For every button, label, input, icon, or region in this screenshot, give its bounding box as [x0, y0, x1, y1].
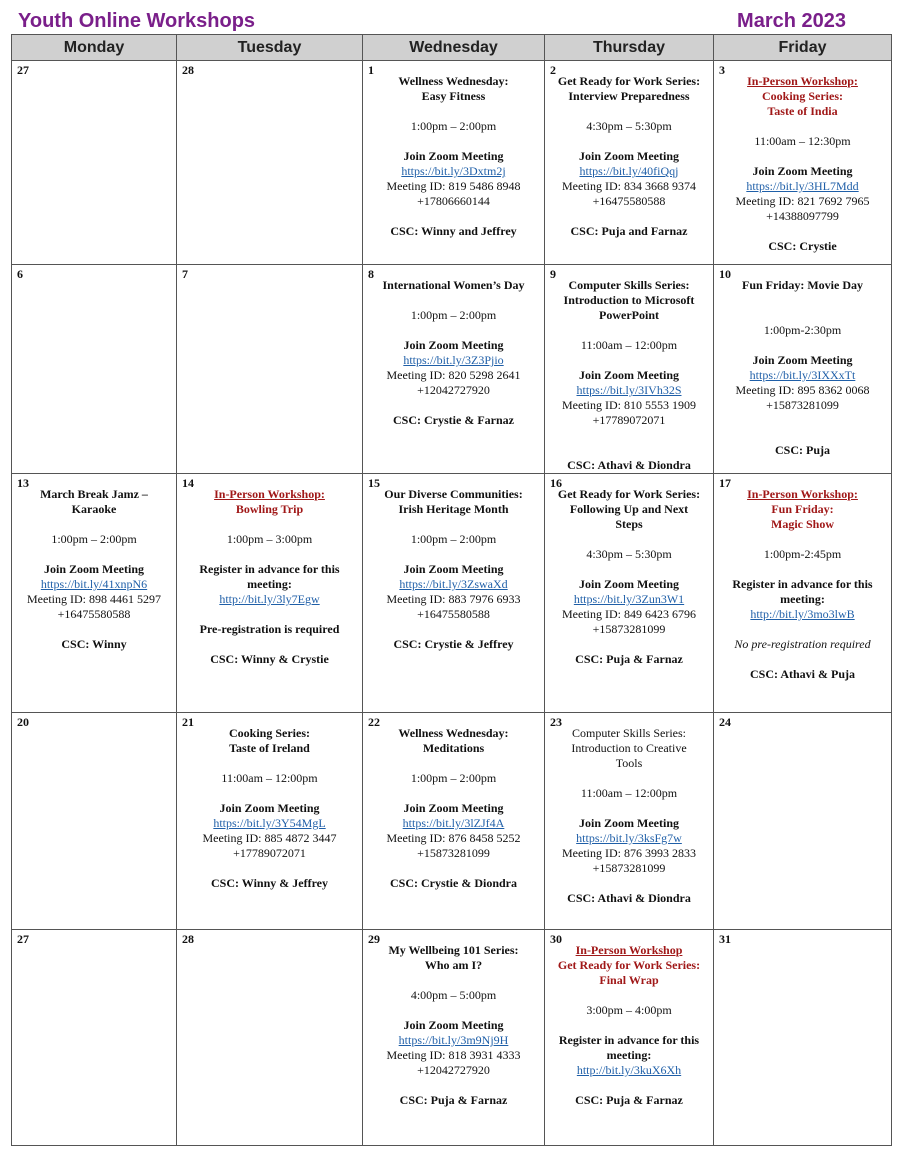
event-details — [363, 474, 544, 652]
day-number: 14 — [182, 476, 194, 490]
event-line: Interview Preparedness — [568, 89, 690, 103]
event-line: Meeting ID: 876 8458 5252 — [386, 831, 521, 845]
spacer — [366, 786, 541, 801]
event-line: 11:00am – 12:00pm — [580, 786, 678, 800]
day-number: 3 — [719, 63, 725, 77]
spacer — [717, 652, 888, 667]
event-line: 1:00pm – 2:00pm — [51, 532, 137, 546]
spacer — [180, 786, 359, 801]
event-line: Following Up and Next — [569, 502, 689, 516]
event-line: meeting: — [780, 592, 825, 606]
event-line: +14388097799 — [766, 209, 839, 223]
spacer — [15, 517, 173, 532]
day-cell — [363, 265, 545, 474]
event-line: Magic Show — [771, 517, 834, 531]
spacer — [717, 224, 888, 239]
event-details — [714, 265, 891, 458]
spacer — [366, 398, 541, 413]
spacer — [366, 861, 541, 876]
spacer — [366, 973, 541, 988]
zoom-link[interactable]: https://bit.ly/3ZswaXd — [399, 577, 508, 591]
event-line: Meeting ID: 895 8362 0068 — [735, 383, 870, 397]
zoom-link[interactable]: https://bit.ly/3IVh32S — [576, 383, 682, 397]
day-number: 27 — [17, 932, 29, 946]
day-number: 27 — [17, 63, 29, 77]
event-line: 1:00pm-2:30pm — [763, 323, 842, 337]
event-details — [363, 61, 544, 239]
event-line: Fun Friday: — [771, 502, 834, 516]
day-cell — [12, 61, 177, 265]
zoom-link[interactable]: http://bit.ly/3ly7Egw — [219, 592, 320, 606]
day-cell — [12, 474, 177, 713]
event-line: Wellness Wednesday: — [398, 74, 509, 88]
zoom-link[interactable]: http://bit.ly/3kuX6Xh — [576, 1063, 682, 1077]
day-number: 6 — [17, 267, 23, 281]
event-line: Join Zoom Meeting — [44, 562, 144, 576]
event-line: Register in advance for this — [558, 1033, 700, 1047]
day-number: 23 — [550, 715, 562, 729]
event-line: Meeting ID: 883 7976 6933 — [386, 592, 521, 606]
event-details — [714, 61, 891, 254]
day-number: 2 — [550, 63, 556, 77]
event-details — [363, 930, 544, 1108]
spacer — [366, 547, 541, 562]
event-line: PowerPoint — [599, 308, 659, 322]
event-line: CSC: Winny & Crystie — [210, 652, 329, 666]
event-details — [545, 474, 713, 667]
day-cell — [12, 930, 177, 1146]
spacer — [366, 756, 541, 771]
event-line: Computer Skills Series: — [568, 278, 690, 292]
zoom-link[interactable]: https://bit.ly/3Y54MgL — [213, 816, 326, 830]
day-number: 15 — [368, 476, 380, 490]
event-line: Fun Friday: Movie Day — [742, 278, 863, 292]
spacer — [717, 413, 888, 428]
spacer — [548, 988, 710, 1003]
month-title: March 2023 — [737, 10, 846, 32]
event-line: In-Person Workshop — [575, 943, 683, 957]
event-line: 1:00pm – 2:00pm — [410, 119, 497, 133]
day-number: 17 — [719, 476, 731, 490]
day-cell — [545, 713, 714, 930]
event-line: Join Zoom Meeting — [403, 562, 504, 576]
event-line: In-Person Workshop: — [747, 487, 858, 501]
day-cell — [363, 61, 545, 265]
event-line: Join Zoom Meeting — [579, 816, 679, 830]
event-line: Tools — [615, 756, 643, 770]
page-header — [12, 8, 890, 36]
event-line: 11:00am – 12:00pm — [580, 338, 678, 352]
event-line: International Women’s Day — [382, 278, 525, 292]
spacer — [15, 547, 173, 562]
event-line: In-Person Workshop: — [747, 74, 858, 88]
event-line: Join Zoom Meeting — [752, 164, 853, 178]
event-line: meeting: — [247, 577, 292, 591]
day-number: 28 — [182, 63, 194, 77]
event-line: +16475580588 — [57, 607, 131, 621]
event-line: 11:00am – 12:30pm — [754, 134, 851, 148]
spacer — [180, 756, 359, 771]
event-line: Steps — [615, 517, 643, 531]
day-number: 10 — [719, 267, 731, 281]
zoom-link[interactable]: https://bit.ly/3Dxtm2j — [401, 164, 506, 178]
spacer — [366, 1078, 541, 1093]
spacer — [548, 209, 710, 224]
event-line: +15873281099 — [417, 846, 490, 860]
event-line: Meeting ID: 885 4872 3447 — [202, 831, 337, 845]
event-line: +17806660144 — [417, 194, 490, 208]
spacer — [717, 428, 888, 443]
zoom-link[interactable]: https://bit.ly/3IXXxTt — [749, 368, 856, 382]
zoom-link[interactable]: https://bit.ly/3Z3Pjio — [403, 353, 504, 367]
zoom-link[interactable]: https://bit.ly/3Zun3W1 — [573, 592, 685, 606]
event-line: CSC: Puja & Farnaz — [575, 652, 683, 666]
event-line: CSC: Crystie & Jeffrey — [393, 637, 514, 651]
week-row — [12, 930, 892, 1146]
event-line: Easy Fitness — [421, 89, 486, 103]
event-line: +16475580588 — [417, 607, 490, 621]
day-number: 20 — [17, 715, 29, 729]
day-cell — [177, 930, 363, 1146]
event-details — [545, 930, 713, 1108]
event-details — [545, 265, 713, 473]
spacer — [548, 353, 710, 368]
event-line: CSC: Winny & Jeffrey — [211, 876, 328, 890]
event-details — [545, 713, 713, 906]
spacer — [717, 308, 888, 323]
day-cell — [714, 713, 892, 930]
event-line: Meeting ID: 810 5553 1909 — [562, 398, 696, 412]
zoom-link[interactable]: https://bit.ly/3lZJf4A — [402, 816, 505, 830]
spacer — [366, 1003, 541, 1018]
spacer — [548, 771, 710, 786]
day-number: 8 — [368, 267, 374, 281]
day-cell — [12, 713, 177, 930]
event-line: In-Person Workshop: — [214, 487, 325, 501]
spacer — [366, 622, 541, 637]
event-line: CSC: Crystie & Diondra — [390, 876, 517, 890]
weekday-header: Monday — [12, 35, 177, 61]
spacer — [366, 104, 541, 119]
spacer — [548, 562, 710, 577]
zoom-link[interactable]: https://bit.ly/40fiQqj — [579, 164, 679, 178]
event-line: 4:30pm – 5:30pm — [586, 119, 672, 133]
day-number: 7 — [182, 267, 188, 281]
day-cell — [363, 930, 545, 1146]
event-line: CSC: Athavi & Puja — [749, 667, 855, 681]
event-line: Meditations — [422, 741, 485, 755]
day-cell — [177, 61, 363, 265]
spacer — [366, 517, 541, 532]
event-line: Taste of Ireland — [229, 741, 310, 755]
event-line: +12042727920 — [417, 383, 490, 397]
spacer — [717, 338, 888, 353]
day-cell — [714, 474, 892, 713]
event-line: 1:00pm-2:45pm — [763, 547, 842, 561]
spacer — [15, 622, 173, 637]
spacer — [548, 443, 710, 458]
day-cell — [12, 265, 177, 474]
day-cell — [545, 474, 714, 713]
event-line: Join Zoom Meeting — [579, 368, 679, 382]
event-details — [177, 474, 362, 667]
day-cell — [177, 474, 363, 713]
event-line: Introduction to Microsoft — [563, 293, 695, 307]
day-number: 30 — [550, 932, 562, 946]
event-line: Bowling Trip — [235, 502, 304, 516]
event-line: Register in advance for this — [732, 577, 873, 591]
spacer — [717, 622, 888, 637]
event-line: Join Zoom Meeting — [579, 577, 679, 591]
calendar-table — [11, 34, 892, 1146]
event-line: Get Ready for Work Series: — [557, 74, 701, 88]
day-number: 24 — [719, 715, 731, 729]
event-details — [363, 713, 544, 891]
event-line: CSC: Winny and Jeffrey — [390, 224, 517, 238]
spacer — [180, 547, 359, 562]
event-line: +17789072071 — [233, 846, 306, 860]
spacer — [180, 861, 359, 876]
event-line: +16475580588 — [592, 194, 666, 208]
event-line: +12042727920 — [417, 1063, 490, 1077]
event-details — [177, 713, 362, 891]
day-number: 22 — [368, 715, 380, 729]
event-line: Cooking Series: — [762, 89, 843, 103]
spacer — [717, 149, 888, 164]
event-line: meeting: — [606, 1048, 652, 1062]
event-details — [714, 474, 891, 682]
week-row — [12, 61, 892, 265]
event-line: 4:00pm – 5:00pm — [410, 988, 497, 1002]
zoom-link[interactable]: https://bit.ly/3ksFg7w — [576, 831, 682, 845]
event-line: 4:30pm – 5:30pm — [586, 547, 672, 561]
event-line: Meeting ID: 876 3993 2833 — [562, 846, 696, 860]
event-line: Final Wrap — [599, 973, 659, 987]
day-cell — [363, 474, 545, 713]
event-line: Karaoke — [71, 502, 117, 516]
day-cell — [545, 930, 714, 1146]
event-line: Introduction to Creative — [571, 741, 687, 755]
spacer — [548, 801, 710, 816]
day-cell — [177, 265, 363, 474]
event-line: CSC: Athavi & Diondra — [567, 891, 691, 905]
spacer — [548, 323, 710, 338]
event-line: Irish Heritage Month — [398, 502, 509, 516]
event-line: Get Ready for Work Series: — [557, 958, 701, 972]
day-cell — [714, 61, 892, 265]
event-line: +15873281099 — [592, 622, 666, 636]
event-line: Join Zoom Meeting — [403, 338, 504, 352]
event-line: 11:00am – 12:00pm — [221, 771, 318, 785]
event-line: CSC: Athavi & Diondra — [567, 458, 691, 472]
spacer — [180, 607, 359, 622]
event-line: Meeting ID: 820 5298 2641 — [386, 368, 521, 382]
day-cell — [177, 713, 363, 930]
event-line: Meeting ID: 821 7692 7965 — [735, 194, 870, 208]
weekday-header: Friday — [714, 35, 892, 61]
weekday-header: Thursday — [545, 35, 714, 61]
event-line: Join Zoom Meeting — [403, 149, 504, 163]
spacer — [548, 134, 710, 149]
event-details — [545, 61, 713, 239]
event-line: Join Zoom Meeting — [219, 801, 320, 815]
event-line: +15873281099 — [592, 861, 666, 875]
event-line: Pre-registration is required — [199, 622, 340, 636]
event-line: Computer Skills Series: — [572, 726, 686, 740]
week-row — [12, 474, 892, 713]
zoom-link[interactable]: https://bit.ly/41xnpN6 — [40, 577, 148, 591]
event-line: Our Diverse Communities: — [384, 487, 523, 501]
spacer — [717, 562, 888, 577]
event-line: March Break Jamz – — [40, 487, 148, 501]
day-number: 16 — [550, 476, 562, 490]
event-line: CSC: Puja and Farnaz — [570, 224, 688, 238]
spacer — [548, 1078, 710, 1093]
day-cell — [714, 930, 892, 1146]
event-line: Taste of India — [767, 104, 838, 118]
spacer — [548, 428, 710, 443]
event-line: 1:00pm – 2:00pm — [410, 771, 497, 785]
day-number: 21 — [182, 715, 194, 729]
day-cell — [714, 265, 892, 474]
day-number: 9 — [550, 267, 556, 281]
event-line: Join Zoom Meeting — [579, 149, 679, 163]
day-cell — [545, 265, 714, 474]
spacer — [366, 134, 541, 149]
event-line: My Wellbeing 101 Series: — [388, 943, 519, 957]
calendar-body — [12, 61, 892, 1146]
zoom-link[interactable]: https://bit.ly/3HL7Mdd — [746, 179, 859, 193]
spacer — [366, 323, 541, 338]
week-row — [12, 713, 892, 930]
event-line: 3:00pm – 4:00pm — [586, 1003, 672, 1017]
event-line: Meeting ID: 818 3931 4333 — [386, 1048, 521, 1062]
spacer — [366, 293, 541, 308]
page-title: Youth Online Workshops — [18, 10, 256, 32]
spacer — [717, 532, 888, 547]
day-number: 28 — [182, 932, 194, 946]
day-number: 1 — [368, 63, 374, 77]
spacer — [717, 293, 888, 308]
event-line: CSC: Puja & Farnaz — [399, 1093, 508, 1107]
event-line: +15873281099 — [766, 398, 839, 412]
day-number: 29 — [368, 932, 380, 946]
event-line: CSC: Crystie — [768, 239, 837, 253]
event-line: 1:00pm – 3:00pm — [226, 532, 313, 546]
event-line: Cooking Series: — [229, 726, 310, 740]
weekday-header: Tuesday — [177, 35, 363, 61]
event-line: CSC: Crystie & Farnaz — [393, 413, 514, 427]
spacer — [548, 1018, 710, 1033]
event-line: Join Zoom Meeting — [752, 353, 853, 367]
event-details — [363, 265, 544, 428]
spacer — [717, 119, 888, 134]
day-number: 31 — [719, 932, 731, 946]
spacer — [548, 876, 710, 891]
spacer — [180, 637, 359, 652]
event-line: CSC: Puja — [774, 443, 830, 457]
event-details — [12, 474, 176, 652]
event-line: Meeting ID: 849 6423 6796 — [562, 607, 696, 621]
weekday-header: Wednesday — [363, 35, 545, 61]
spacer — [548, 104, 710, 119]
spacer — [548, 532, 710, 547]
event-line: Who am I? — [424, 958, 483, 972]
zoom-link[interactable]: http://bit.ly/3mo3lwB — [750, 607, 855, 621]
spacer — [180, 517, 359, 532]
event-line: Wellness Wednesday: — [398, 726, 509, 740]
weekday-header-row — [12, 35, 892, 61]
event-line: No pre-registration required — [734, 637, 871, 651]
event-line: Join Zoom Meeting — [403, 801, 504, 815]
week-row — [12, 265, 892, 474]
event-line: Meeting ID: 898 4461 5297 — [27, 592, 161, 606]
event-line: Join Zoom Meeting — [403, 1018, 504, 1032]
event-line: Register in advance for this — [199, 562, 340, 576]
day-cell — [363, 713, 545, 930]
spacer — [548, 637, 710, 652]
event-line: 1:00pm – 2:00pm — [410, 532, 497, 546]
event-line: Meeting ID: 834 3668 9374 — [562, 179, 696, 193]
event-line: +17789072071 — [592, 413, 666, 427]
spacer — [366, 209, 541, 224]
event-line: Get Ready for Work Series: — [557, 487, 701, 501]
event-line: 1:00pm – 2:00pm — [410, 308, 497, 322]
zoom-link[interactable]: https://bit.ly/3m9Nj9H — [398, 1033, 509, 1047]
event-line: Meeting ID: 819 5486 8948 — [386, 179, 521, 193]
day-cell — [545, 61, 714, 265]
event-line: CSC: Puja & Farnaz — [575, 1093, 683, 1107]
event-line: CSC: Winny — [61, 637, 127, 651]
day-number: 13 — [17, 476, 29, 490]
